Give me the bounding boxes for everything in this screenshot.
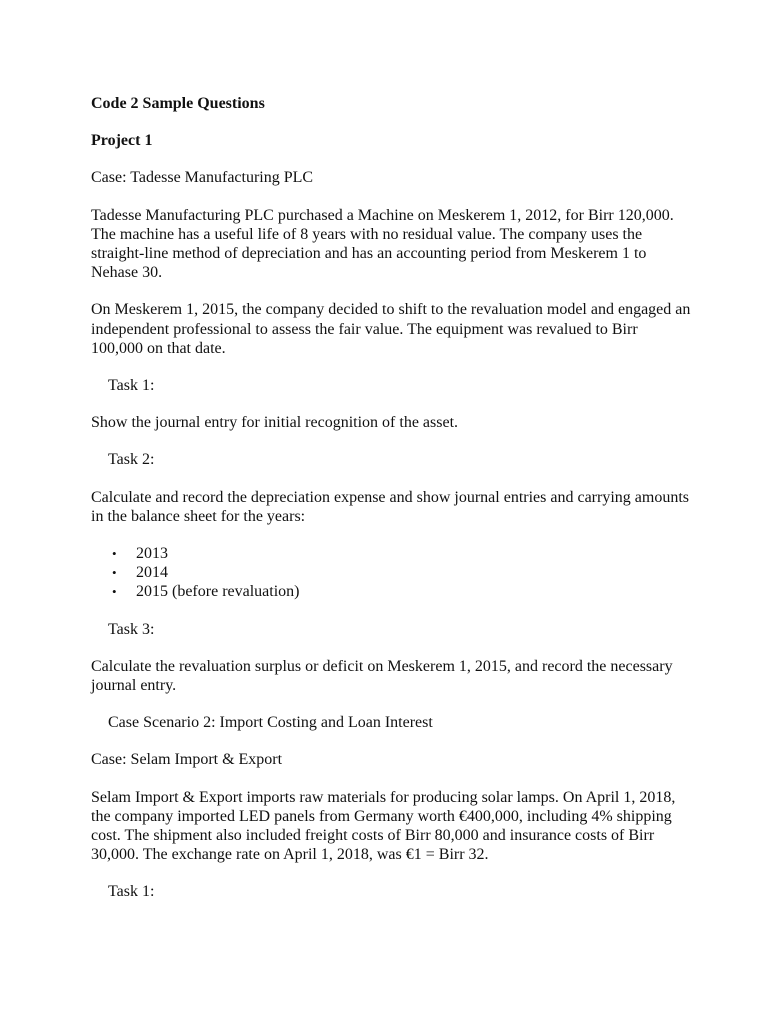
case1-label: Case: Tadesse Manufacturing PLC <box>91 169 314 187</box>
document-title: Code 2 Sample Questions <box>91 95 265 112</box>
list-item <box>112 544 691 563</box>
list-item-text: 2015 (before revaluation) <box>136 583 300 601</box>
bullet-icon: • <box>112 565 117 581</box>
case2-label: Case: Selam Import & Export <box>91 751 283 769</box>
task2-text: Calculate and record the depreciation expense and show journal entries and carrying amounts in the balance sheet for the years: <box>91 488 689 525</box>
task2-label: Task 2: <box>108 451 155 469</box>
project-heading: Project 1 <box>91 132 153 150</box>
case1-paragraph-2: On Meskerem 1, 2015, the company decided to shift to the revaluation model and engaged an independent professional to assess the fair value. The equipment was revalued to Birr 100,000 on that date. <box>91 301 691 357</box>
task2-year-list <box>91 544 691 602</box>
list-item <box>112 582 691 601</box>
list-item-text: 2014 <box>136 564 168 582</box>
case2-paragraph-1: Selam Import & Export imports raw materials for producing solar lamps. On April 1, 2018, the company imported LED panels from Germany worth €400,000, including 4% shipping cost. The shipment also included freight costs of Birr 80,000 and insurance costs of Birr 30,000. The exchange rate on April 1, 2018, was €1 = Birr 32. <box>91 788 676 864</box>
document-body <box>91 94 691 920</box>
bullet-icon: • <box>112 546 117 562</box>
list-item-text: 2013 <box>136 545 168 563</box>
task3-text: Calculate the revaluation surplus or deficit on Meskerem 1, 2015, and record the necessary journal entry. <box>91 657 673 695</box>
bullet-icon: • <box>112 584 117 600</box>
case1-paragraph-1: Tadesse Manufacturing PLC purchased a Machine on Meskerem 1, 2012, for Birr 120,000. The machine has a useful life of 8 years with no residual value. The company uses the straight-line method of depreciation and has an accounting period from Meskerem 1 to Nehase 30. <box>91 206 674 282</box>
case2-task1-label: Task 1: <box>108 883 155 901</box>
task1-text: Show the journal entry for initial recognition of the asset. <box>91 414 459 432</box>
task1-label: Task 1: <box>108 377 155 395</box>
list-item <box>112 563 691 582</box>
scenario2-heading: Case Scenario 2: Import Costing and Loan Interest <box>108 714 433 732</box>
task3-label: Task 3: <box>108 620 155 638</box>
